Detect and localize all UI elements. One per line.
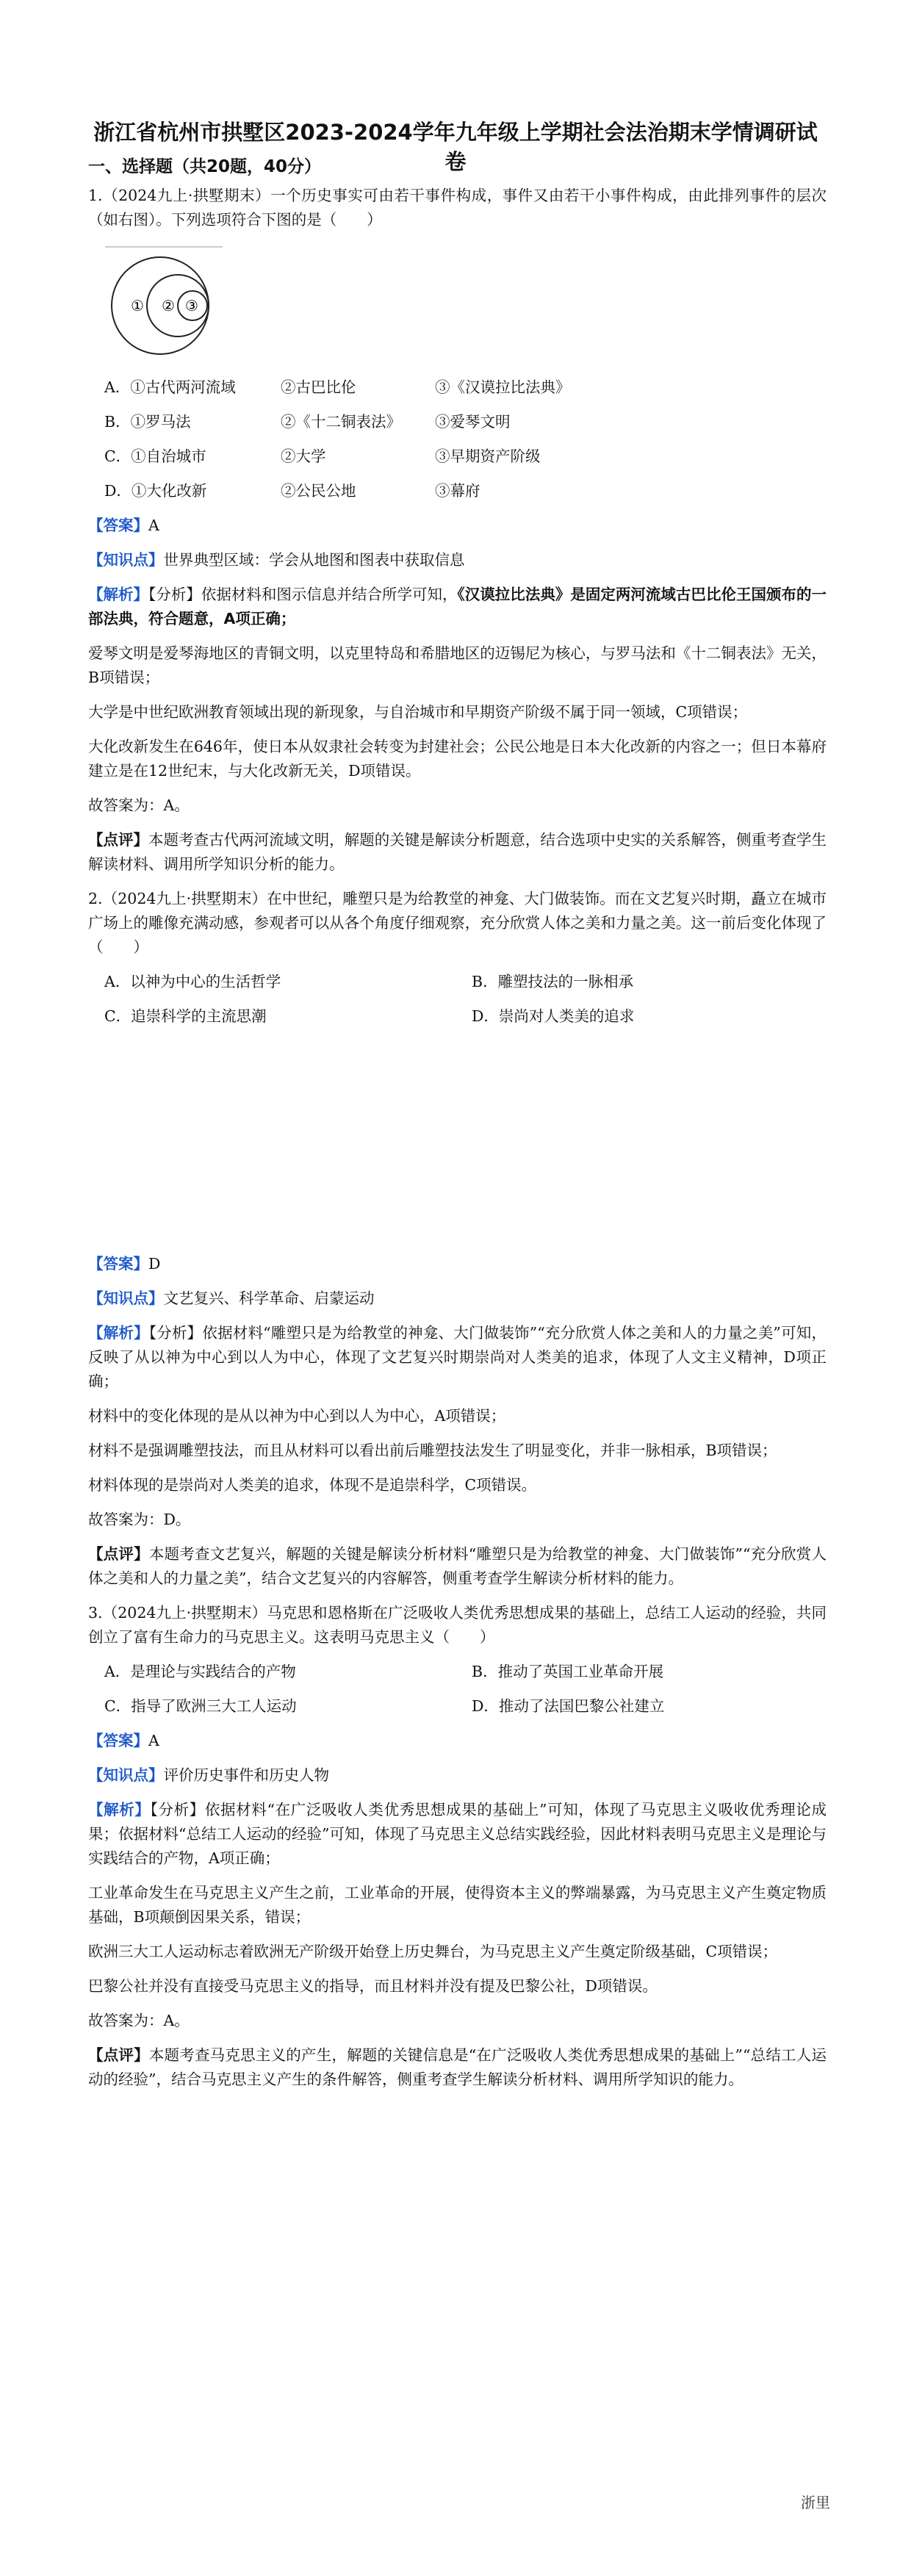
q3-option-a: A．是理论与实践结合的产物 [104,1663,296,1680]
q2-answer: 【答案】D [88,1255,161,1273]
q3-option-c: C．指导了欧洲三大工人运动 [104,1697,297,1715]
q2-option-c: C．追崇科学的主流思潮 [104,1007,267,1025]
q2-comment: 【点评】本题考查文艺复兴，解题的关键是解读分析材料“雕塑只是为给教堂的神龛、大门做装饰”“充分欣赏人体之美和人的力量之美”，结合文艺复兴的内容解答，侧重考查学生解读分析材料的能力。 [88,1545,827,1587]
q2-analysis-line: 材料不是强调雕塑技法，而且从材料可以看出前后雕塑技法发生了明显变化，并非一脉相承，B项错误； [88,1442,777,1459]
q3-analysis-line: 工业革命发生在马克思主义产生之前，工业革命的开展，使得资本主义的弊端暴露，为马克思主义产生奠定物质基础，B项颠倒因果关系，错误； [88,1884,827,1926]
q1-knowledge: 【知识点】世界典型区域：学会从地图和图表中获取信息 [88,551,465,569]
q2-analysis: 【解析】【分析】依据材料“雕塑只是为给教堂的神龛、大门做装饰”“充分欣赏人体之美和人的力量之美”可知，反映了从以神为中心到以人为中心，体现了文艺复兴时期崇尚对人类美的追求，体现了人文主义精神，D项正确； [88,1324,827,1390]
q2-option-b: B．雕塑技法的一脉相承 [472,973,634,990]
q1-option-d: D．①大化改新 ②公民公地 ③幕府 [104,482,480,500]
document-title: 浙江省杭州市拱墅区2023-2024学年九年级上学期社会法治期末学情调研试卷 [93,120,818,174]
q2-analysis-line: 材料中的变化体现的是从以神为中心到以人为中心，A项错误； [88,1407,506,1425]
q1-option-a: A．①古代两河流域 ②古巴比伦 ③《汉谟拉比法典》 [104,378,571,396]
diagram-label-1: ① [131,297,144,314]
page-footer: 浙里 [801,2494,830,2511]
q1-analysis: 【解析】【分析】依据材料和图示信息并结合所学可知，《汉谟拉比法典》是固定两河流域古巴比伦王国颁布的一部法典，符合题意，A项正确； [88,586,827,627]
q3-analysis-line: 巴黎公社并没有直接受马克思主义的指导，而且材料并没有提及巴黎公社，D项错误。 [88,1977,658,1995]
diagram-label-2: ② [162,297,175,314]
q1-analysis-line: 爱琴文明是爱琴海地区的青铜文明，以克里特岛和希腊地区的迈锡尼为核心，与罗马法和《十二铜表法》无关，B项错误； [88,644,827,686]
question-3 [88,1601,827,2092]
q2-stem: 2.（2024九上·拱墅期末）在中世纪，雕塑只是为给教堂的神龛、大门做装饰。而在文艺复兴时期，矗立在城市广场上的雕像充满动感，参观者可以从各个角度仔细观察，充分欣赏人体之美和力量之美。这一前后变化体现了（ ） [88,890,827,956]
q3-option-d: D．推动了法国巴黎公社建立 [472,1697,665,1715]
blank-space [88,1039,827,1252]
q1-conclusion: 故答案为：A。 [88,796,190,814]
q3-answer: 【答案】A [88,1732,159,1749]
diagram-label-3: ③ [185,297,198,314]
q1-option-c: C．①自治城市 ②大学 ③早期资产阶级 [104,447,541,465]
q1-analysis-line: 大学是中世纪欧洲教育领域出现的新现象，与自治城市和早期资产阶级不属于同一领域，C项错误； [88,703,748,721]
q1-stem: 1.（2024九上·拱墅期末）一个历史事实可由若干事件构成，事件又由若干小事件构成，由此排列事件的层次（如右图）。下列选项符合下图的是（ ） [88,187,827,229]
q2-option-a: A．以神为中心的生活哲学 [104,973,281,990]
q3-analysis: 【解析】【分析】依据材料“在广泛吸收人类优秀思想成果的基础上”可知，体现了马克思主义吸收优秀理论成果；依据材料“总结工人运动的经验”可知，体现了马克思主义总结实践经验，因此材料表明马克思主义是理论与实践结合的产物，A项正确； [88,1801,827,1867]
section-title: 一、选择题（共20题，40分） [88,157,322,176]
q3-option-b: B．推动了英国工业革命开展 [472,1663,664,1680]
q3-options [88,1660,827,1719]
q2-options [88,970,827,1029]
q2-conclusion: 故答案为：D。 [88,1511,191,1528]
q2-knowledge: 【知识点】文艺复兴、科学革命、启蒙运动 [88,1289,375,1307]
q3-stem: 3.（2024九上·拱墅期末）马克思和恩格斯在广泛吸收人类优秀思想成果的基础上，总结工人运动的经验，共同创立了富有生命力的马克思主义。这表明马克思主义（ ） [88,1604,827,1646]
q1-option-b: B．①罗马法 ②《十二铜表法》 ③爱琴文明 [104,413,511,431]
q1-analysis-line: 大化改新发生在646年，使日本从奴隶社会转变为封建社会；公民公地是日本大化改新的内容之一；但日本幕府建立是在12世纪末，与大化改新无关，D项错误。 [88,738,827,780]
nested-circles-diagram [101,242,226,356]
q3-knowledge: 【知识点】评价历史事件和历史人物 [88,1766,329,1784]
q3-conclusion: 故答案为：A。 [88,2012,190,2029]
question-list [88,184,827,2102]
q1-comment: 【点评】本题考查古代两河流域文明，解题的关键是解读分析题意，结合选项中史实的关系解答，侧重考查学生解读材料、调用所学知识分析的能力。 [88,831,827,873]
question-2 [88,887,827,1591]
q1-answer: 【答案】A [88,517,159,534]
q2-option-d: D．崇尚对人类美的追求 [472,1007,635,1025]
q3-comment: 【点评】本题考查马克思主义的产生，解题的关键信息是“在广泛吸收人类优秀思想成果的基础上”“总结工人运动的经验”，结合马克思主义产生的条件解答，侧重考查学生解读分析材料、调用所学知识的能力。 [88,2046,827,2088]
question-1 [88,184,827,877]
q3-analysis-line: 欧洲三大工人运动标志着欧洲无产阶级开始登上历史舞台，为马克思主义产生奠定阶级基础，C项错误； [88,1943,778,1960]
q2-analysis-line: 材料体现的是崇尚对人类美的追求，体现不是追崇科学，C项错误。 [88,1476,537,1494]
